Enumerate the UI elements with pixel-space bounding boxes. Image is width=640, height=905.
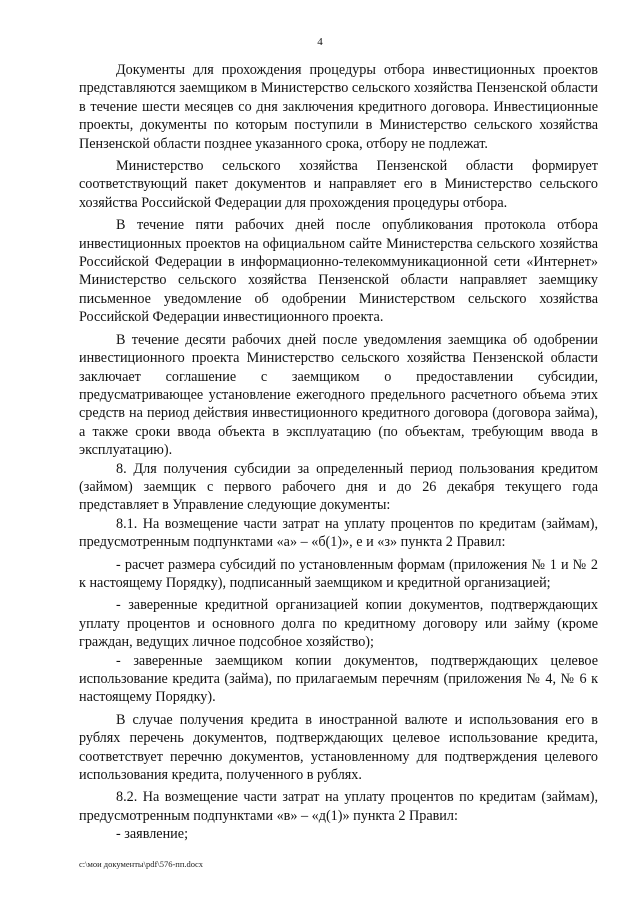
paragraph-notification: В течение пяти рабочих дней после опубликования протокола отбора инвестиционных проектов на официальном сайте Министерства сельского хозяйства Российской Федерации в информационно-телекоммуникационной сети «Интернет» Министерство сельского хозяйства Пензенской области направляет заемщику письменное уведомление об одобрении Министерством сельского хозяйства Российской Федерации инвестиционного проекта. <box>79 217 598 326</box>
list-item-certified-copies: - заверенные кредитной организацией копии документов, подтверждающих уплату процентов и основного долга по кредитному договору или займу (кроме граждан, ведущих личное подсобное хозяйство); <box>79 597 598 651</box>
list-item-subsidy-calculation: - расчет размера субсидий по установленным формам (приложения № 1 и № 2 к настоящему Порядку), подписанный заемщиком и кредитной организацией; <box>79 556 598 591</box>
paragraph-ministry-package: Министерство сельского хозяйства Пензенской области формирует соответствующий пакет документов и направляет его в Министерство сельского хозяйства Российской Федерации для прохождения процедуры отбора. <box>79 158 598 211</box>
paragraph-item-8-2: 8.2. На возмещение части затрат на уплату процентов по кредитам (займам), предусмотренным подпунктами «в» – «д(1)» пункта 2 Правил: <box>79 789 598 824</box>
list-item-targeted-use: - заверенные заемщиком копии документов, подтверждающих целевое использование кредита (займа), по прилагаемым перечням (приложения № 4, № 6 к настоящему Порядку). <box>79 652 598 706</box>
list-item-application: - заявление; <box>116 826 189 843</box>
paragraph-foreign-currency: В случае получения кредита в иностранной валюте и использования его в рублях перечень документов, подтверждающих целевое использование кредита, соответствует перечню документов, установленному для подтверждения целевого использования кредита, полученного в рублях. <box>79 711 598 784</box>
paragraph-item-8-1: 8.1. На возмещение части затрат на уплату процентов по кредитам (займам), предусмотренным подпунктами «а» – «б(1)», е и «з» пункта 2 Правил: <box>79 515 598 551</box>
paragraph-item-8: 8. Для получения субсидии за определенный период пользования кредитом (займом) заемщик с первого рабочего дня и до 26 декабря текущего года представляет в Управление следующие документы: <box>79 460 598 514</box>
document-body <box>79 61 598 844</box>
footer-file-path: c:\мои документы\pdf\576-пп.docx <box>79 859 204 869</box>
paragraph-agreement: В течение десяти рабочих дней после уведомления заемщика об одобрении инвестиционного проекта Министерство сельского хозяйства Пензенской области заключает соглашение с заемщиком о предоставлении субсидии, предусматривающее установление ежегодного предельного расчетного объема этих средств на период действия инвестиционного кредитного договора (договора займа), а также сроки ввода объекта в эксплуатацию (по объектам, требующим ввода в эксплуатацию). <box>79 331 598 459</box>
page-number: 4 <box>317 36 323 48</box>
paragraph-documents-submission: Документы для прохождения процедуры отбора инвестиционных проектов представляются заемщиком в Министерство сельского хозяйства Пензенской области в течение шести месяцев со дня заключения кредитного договора. Инвестиционные проекты, документы по которым поступили в Министерство сельского хозяйства Пензенской области позднее указанного срока, отбору не подлежат. <box>79 62 598 152</box>
